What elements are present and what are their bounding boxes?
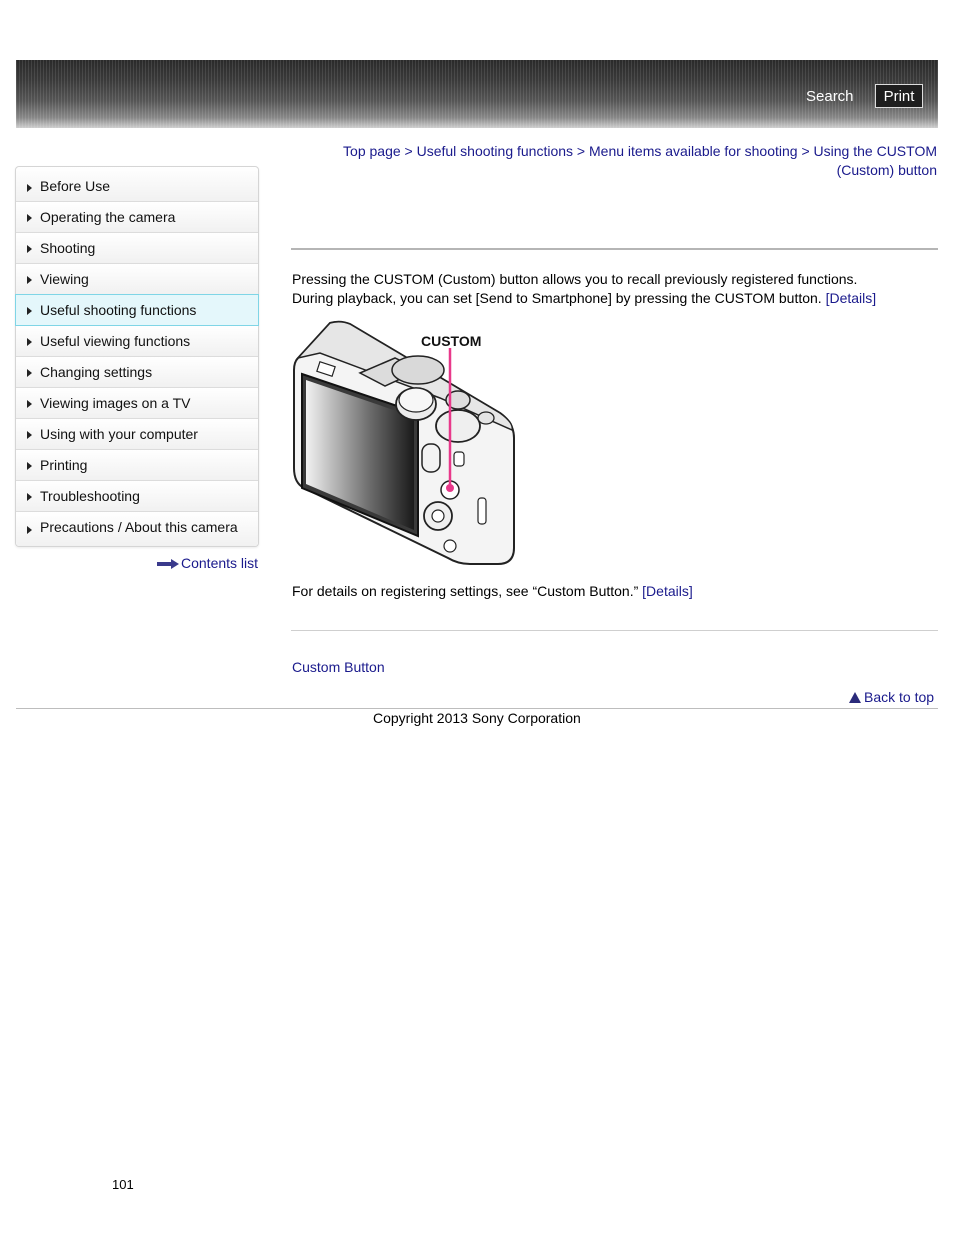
triangle-up-icon <box>849 692 861 703</box>
breadcrumb-separator: > <box>797 143 814 159</box>
sidebar-item-precautions[interactable] <box>16 512 258 546</box>
sidebar-item-useful-shooting[interactable] <box>15 294 259 326</box>
playback-paragraph <box>292 289 876 308</box>
intro-paragraph: Pressing the CUSTOM (Custom) button allows you to recall previously registered functions. <box>292 271 858 287</box>
sidebar-item-label: Before Use <box>40 178 111 194</box>
page-number: 101 <box>112 1177 134 1192</box>
copyright-text: Copyright 2013 Sony Corporation <box>373 710 581 726</box>
back-to-top-link[interactable] <box>849 689 934 705</box>
triangle-right-icon <box>27 245 32 253</box>
triangle-right-icon <box>27 214 32 222</box>
sidebar-item-label: Useful shooting functions <box>40 302 197 318</box>
related-divider <box>291 630 938 631</box>
title-divider <box>291 248 938 250</box>
print-button[interactable]: Print <box>875 84 923 108</box>
sidebar-item-operating[interactable] <box>16 202 258 233</box>
sidebar-item-computer[interactable] <box>16 419 258 450</box>
sidebar-nav <box>15 166 259 547</box>
search-link[interactable]: Search <box>806 88 854 105</box>
sidebar-item-label: Viewing images on a TV <box>40 395 191 411</box>
sidebar-item-label: Changing settings <box>40 364 153 380</box>
registering-paragraph <box>292 582 693 601</box>
triangle-right-icon <box>27 431 32 439</box>
sidebar-item-label: Using with your computer <box>40 426 198 442</box>
details-link-2[interactable]: [Details] <box>642 583 693 599</box>
back-to-top-label: Back to top <box>864 689 935 705</box>
sidebar-item-viewing[interactable] <box>16 264 258 295</box>
details-link-1[interactable]: [Details] <box>825 290 877 306</box>
triangle-right-icon <box>27 400 32 408</box>
camera-illustration <box>290 318 516 568</box>
breadcrumb <box>300 142 937 180</box>
breadcrumb-top-page[interactable]: Top page <box>343 143 401 159</box>
sidebar-item-label: Viewing <box>40 271 89 287</box>
sidebar-item-label: Precautions / About this camera <box>40 519 238 535</box>
sidebar-item-label: Useful viewing functions <box>40 333 191 349</box>
sidebar-item-viewing-tv[interactable] <box>16 388 258 419</box>
sidebar-item-useful-viewing[interactable] <box>16 326 258 357</box>
triangle-right-icon <box>27 462 32 470</box>
footer-divider <box>16 708 938 709</box>
custom-label: CUSTOM <box>421 333 482 349</box>
breadcrumb-useful-shooting[interactable]: Useful shooting functions <box>416 143 574 159</box>
sidebar-item-label: Printing <box>40 457 88 473</box>
related-link-custom-button[interactable]: Custom Button <box>292 659 385 675</box>
header-bar <box>16 60 938 128</box>
sidebar-item-shooting[interactable] <box>16 233 258 264</box>
sidebar-item-label: Operating the camera <box>40 209 176 225</box>
breadcrumb-current[interactable]: Using the CUSTOM (Custom) button <box>813 143 937 178</box>
arrow-right-icon <box>157 559 179 569</box>
triangle-right-icon <box>27 276 32 284</box>
sidebar-item-label: Shooting <box>40 240 96 256</box>
contents-list-link[interactable] <box>157 555 258 571</box>
triangle-right-icon <box>27 493 32 501</box>
sidebar-item-troubleshooting[interactable] <box>16 481 258 512</box>
triangle-right-icon <box>27 369 32 377</box>
sidebar-item-label: Troubleshooting <box>40 488 140 504</box>
triangle-right-icon <box>27 307 32 315</box>
contents-list-label: Contents list <box>181 555 259 571</box>
sidebar-item-printing[interactable] <box>16 450 258 481</box>
breadcrumb-separator: > <box>400 143 417 159</box>
sidebar-item-before-use[interactable] <box>16 167 258 202</box>
registering-text: For details on registering settings, see “Custom Button.” <box>292 583 643 599</box>
playback-text: During playback, you can set [Send to Smartphone] by pressing the CUSTOM button. <box>292 290 826 306</box>
breadcrumb-menu-items[interactable]: Menu items available for shooting <box>589 143 798 159</box>
triangle-right-icon <box>27 338 32 346</box>
breadcrumb-separator: > <box>573 143 590 159</box>
triangle-right-icon <box>27 526 32 534</box>
sidebar-item-changing-settings[interactable] <box>16 357 258 388</box>
triangle-right-icon <box>27 184 32 192</box>
